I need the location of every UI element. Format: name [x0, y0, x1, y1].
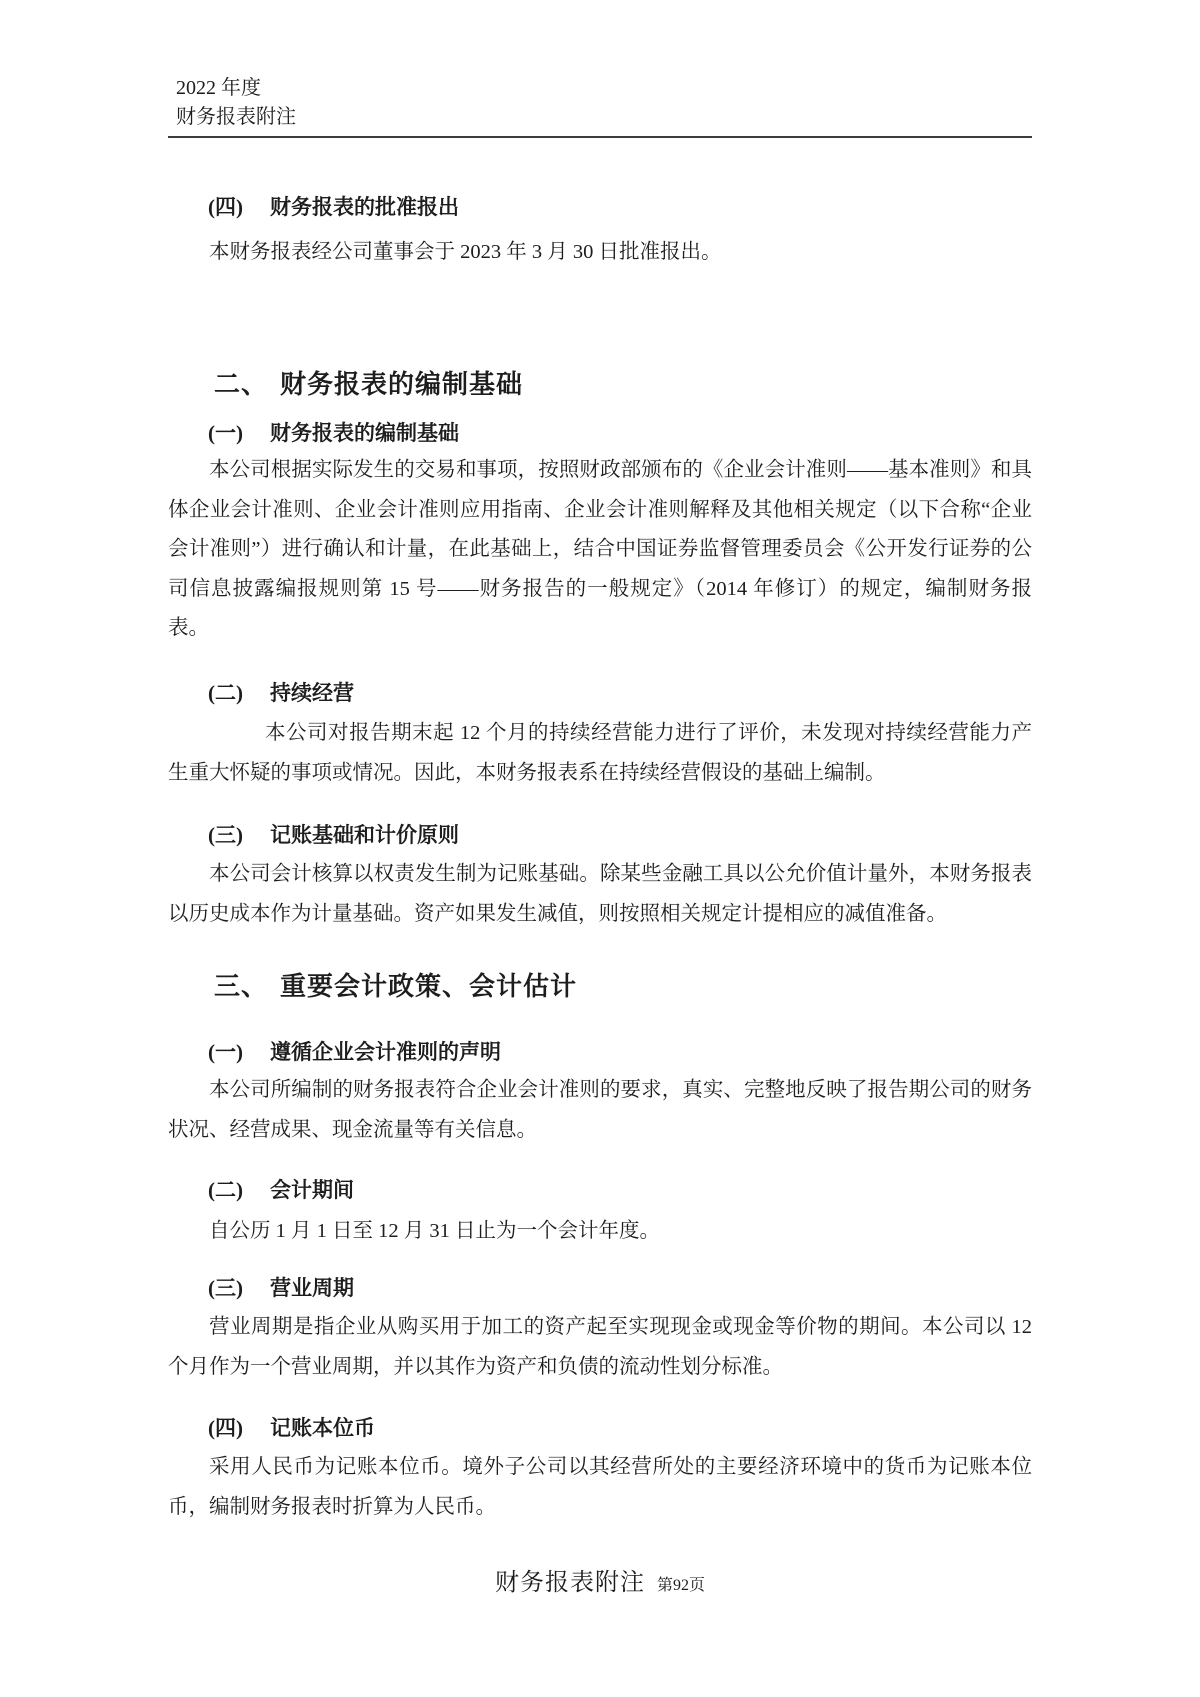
paragraph-accounting-basis: 本公司会计核算以权责发生制为记账基础。除某些金融工具以公允价值计量外，本财务报表以历史成本作为计量基础。资产如果发生减值，则按照相关规定计提相应的减值准备。 [168, 863, 1032, 925]
chapter-heading-3 [168, 969, 1078, 1005]
section-label: (四) [208, 195, 243, 219]
header-rule [168, 136, 1032, 138]
page-footer [0, 1562, 1200, 1597]
paragraph-going-concern: 本公司对报告期末起 12 个月的持续经营能力进行了评价，未发现对持续经营能力产生重大怀疑的事项或情况。因此，本财务报表系在持续经营假设的基础上编制。 [168, 722, 1032, 784]
section-title: 财务报表的批准报出 [270, 195, 459, 219]
chapter-heading-2 [168, 367, 1078, 403]
section-title: 遵循企业会计准则的声明 [270, 1040, 501, 1064]
section-heading-going-concern [168, 679, 1072, 707]
section-label: (三) [208, 1276, 243, 1300]
paragraph-functional-currency: 采用人民币为记账本位币。境外子公司以其经营所处的主要经济环境中的货币为记账本位币，编制财务报表时折算为人民币。 [168, 1456, 1032, 1518]
section-heading-operating-cycle [168, 1274, 1072, 1302]
section-title: 记账基础和计价原则 [270, 823, 459, 847]
section-label: (一) [208, 421, 243, 445]
section-label: (三) [208, 823, 243, 847]
footer-page-number: 第92页 [656, 1577, 705, 1594]
section-label: (二) [208, 1178, 243, 1202]
section-title: 记账本位币 [270, 1416, 375, 1440]
chapter-title: 财务报表的编制基础 [280, 370, 524, 399]
section-label: (一) [208, 1040, 243, 1064]
paragraph-compliance-statement: 本公司所编制的财务报表符合企业会计准则的要求，真实、完整地反映了报告期公司的财务状况、经营成果、现金流量等有关信息。 [168, 1079, 1032, 1141]
footer-doc-title: 财务报表附注 [494, 1570, 645, 1596]
section-label: (四) [208, 1416, 243, 1440]
header-doc-title: 财务报表附注 [176, 106, 296, 128]
section-title: 财务报表的编制基础 [270, 421, 459, 445]
paragraph-preparation-basis: 本公司根据实际发生的交易和事项，按照财政部颁布的《企业会计准则——基本准则》和具体企业会计准则、企业会计准则应用指南、企业会计准则解释及其他相关规定（以下合称“企业会计准则”）进行确认和计量，在此基础上，结合中国证券监督管理委员会《公开发行证券的公司信息披露编报规则第 15 号——财务报告的一般规定》（2014 年修订）的规定，编制财务报表。 [168, 459, 1032, 639]
section-title: 营业周期 [270, 1276, 354, 1300]
section-heading-preparation-basis [168, 419, 1072, 447]
section-title: 会计期间 [270, 1178, 354, 1202]
paragraph-accounting-period: 自公历 1 月 1 日至 12 月 31 日止为一个会计年度。 [209, 1220, 660, 1242]
chapter-label: 三、 [214, 972, 269, 1001]
section-heading-compliance-statement [168, 1038, 1072, 1066]
chapter-title: 重要会计政策、会计估计 [280, 972, 578, 1001]
header-year-line: 2022 年度 [176, 77, 261, 99]
paragraph-operating-cycle: 营业周期是指企业从购买用于加工的资产起至实现现金或现金等价物的期间。本公司以 12 个月作为一个营业周期，并以其作为资产和负债的流动性划分标准。 [168, 1316, 1032, 1378]
section-heading-functional-currency [168, 1414, 1072, 1442]
section-heading-approval [168, 193, 1072, 221]
paragraph-approval: 本财务报表经公司董事会于 2023 年 3 月 30 日批准报出。 [209, 241, 722, 263]
section-heading-accounting-period [168, 1176, 1072, 1204]
page-header [168, 74, 1040, 132]
section-heading-accounting-basis [168, 821, 1072, 849]
section-title: 持续经营 [270, 681, 354, 705]
chapter-label: 二、 [214, 370, 269, 399]
section-label: (二) [208, 681, 243, 705]
